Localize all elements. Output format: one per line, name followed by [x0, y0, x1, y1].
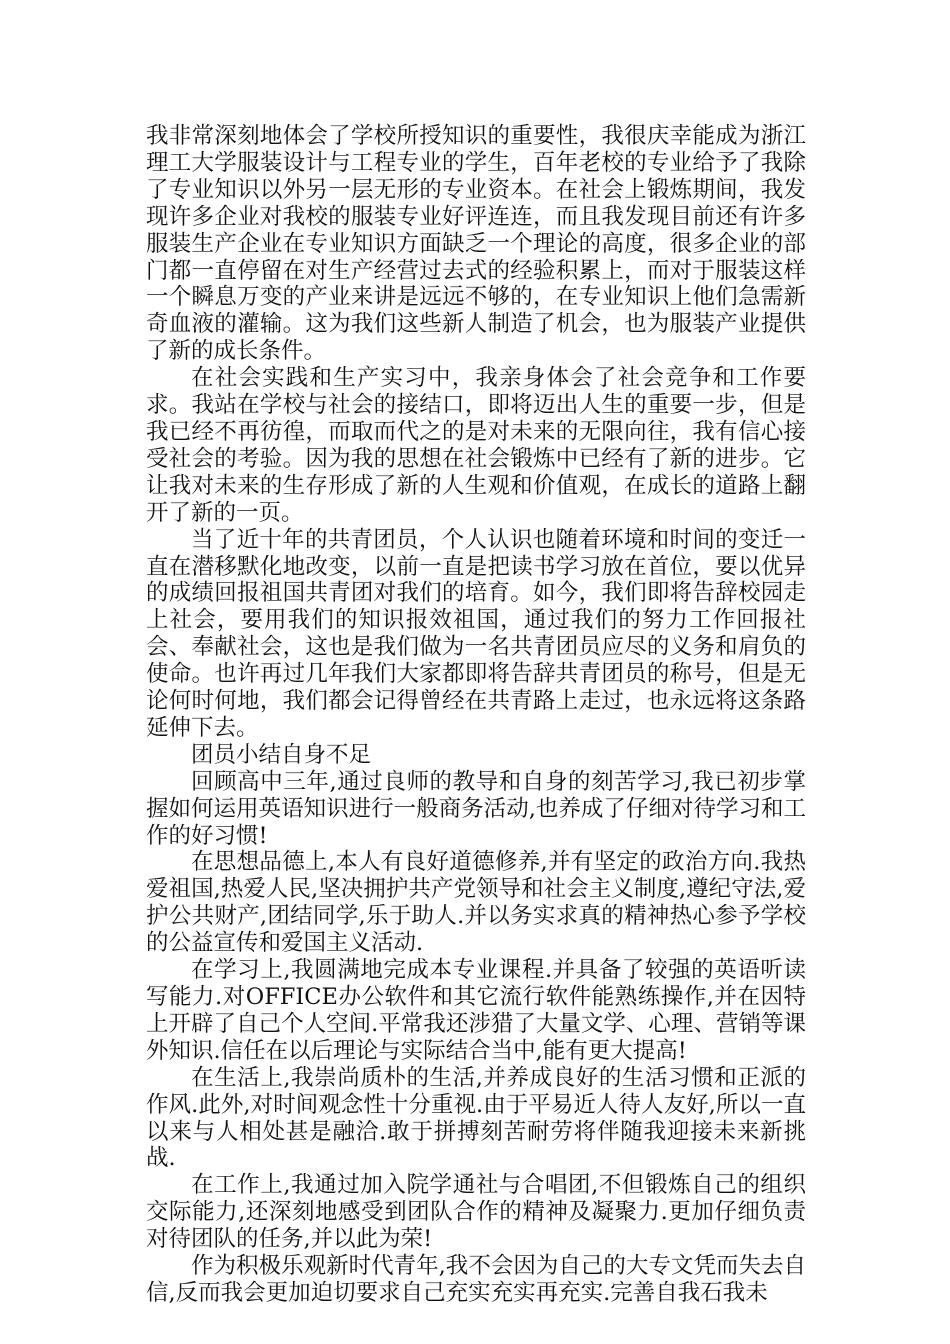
paragraph-1: 我非常深刻地体会了学校所授知识的重要性，我很庆幸能成为浙江理工大学服装设计与工程专业的学生，百年老校的专业给予了我除了专业知识以外另一层无形的专业资本。在社会上锻炼期间，我发现许多企业对我校的服装专业好评连连，而且我发现目前还有许多服装生产企业在专业知识方面缺乏一个理论的高度，很多企业的部门都一直停留在对生产经营过去式的经验积累上，而对于服装这样一个瞬息万变的产业来讲是远远不够的，在专业知识上他们急需新奇血液的灌输。这为我们这些新人制造了机会，也为服装产业提供了新的成长条件。 [146, 123, 806, 365]
paragraph-2: 在社会实践和生产实习中，我亲身体会了社会竞争和工作要求。我站在学校与社会的接结口，即将迈出人生的重要一步，但是我已经不再彷徨，而取而代之的是对未来的无限向往，我有信心接受社会的考验。因为我的思想在社会锻炼中已经有了新的进步。它让我对未来的生存形成了新的人生观和价值观，在成长的道路上翻开了新的一页。 [146, 365, 806, 526]
paragraph-5: 在思想品德上,本人有良好道德修养,并有坚定的政治方向.我热爱祖国,热爱人民,坚决拥护共产党领导和社会主义制度,遵纪守法,爱护公共财产,团结同学,乐于助人.并以务实求真的精神热心参予学校的公益宣传和爱国主义活动. [146, 849, 806, 957]
section-heading: 团员小结自身不足 [191, 741, 372, 768]
paragraph-6: 在学习上,我圆满地完成本专业课程.并具备了较强的英语听读写能力.对OFFICE办公软件和其它流行软件能熟练操作,并在因特上开辟了自己个人空间.平常我还涉猎了大量文学、心理、营销等课外知识.信任在以后理论与实际结合当中,能有更大提高! [146, 957, 806, 1064]
document-body [146, 123, 806, 1307]
paragraph-4: 回顾高中三年,通过良师的教导和自身的刻苦学习,我已初步掌握如何运用英语知识进行一般商务活动,也养成了仔细对待学习和工作的好习惯! [146, 768, 806, 849]
paragraph-9: 作为积极乐观新时代青年,我不会因为自己的大专文凭而失去自信,反而我会更加迫切要求自己充实充实再充实.完善自我石我未 [146, 1253, 806, 1306]
paragraph-7: 在生活上,我崇尚质朴的生活,并养成良好的生活习惯和正派的作风.此外,对时间观念性十分重视.由于平易近人待人友好,所以一直以来与人相处甚是融洽.敢于拼搏刻苦耐劳将伴随我迎接未来新挑战. [146, 1064, 806, 1172]
paragraph-3: 当了近十年的共青团员，个人认识也随着环境和时间的变迁一直在潜移默化地改变，以前一直是把读书学习放在首位，要以优异的成绩回报祖国共青团对我们的培育。如今，我们即将告辞校园走上社会，要用我们的知识报效祖国，通过我们的努力工作回报社会、奉献社会，这也是我们做为一名共青团员应尽的义务和肩负的使命。也许再过几年我们大家都即将告辞共青团员的称号，但是无论何时何地，我们都会记得曾经在共青路上走过，也永远将这条路延伸下去。 [146, 526, 806, 741]
paragraph-8: 在工作上,我通过加入院学通社与合唱团,不但锻炼自己的组织交际能力,还深刻地感受到团队合作的精神及凝聚力.更加仔细负责对待团队的任务,并以此为荣! [146, 1172, 806, 1253]
